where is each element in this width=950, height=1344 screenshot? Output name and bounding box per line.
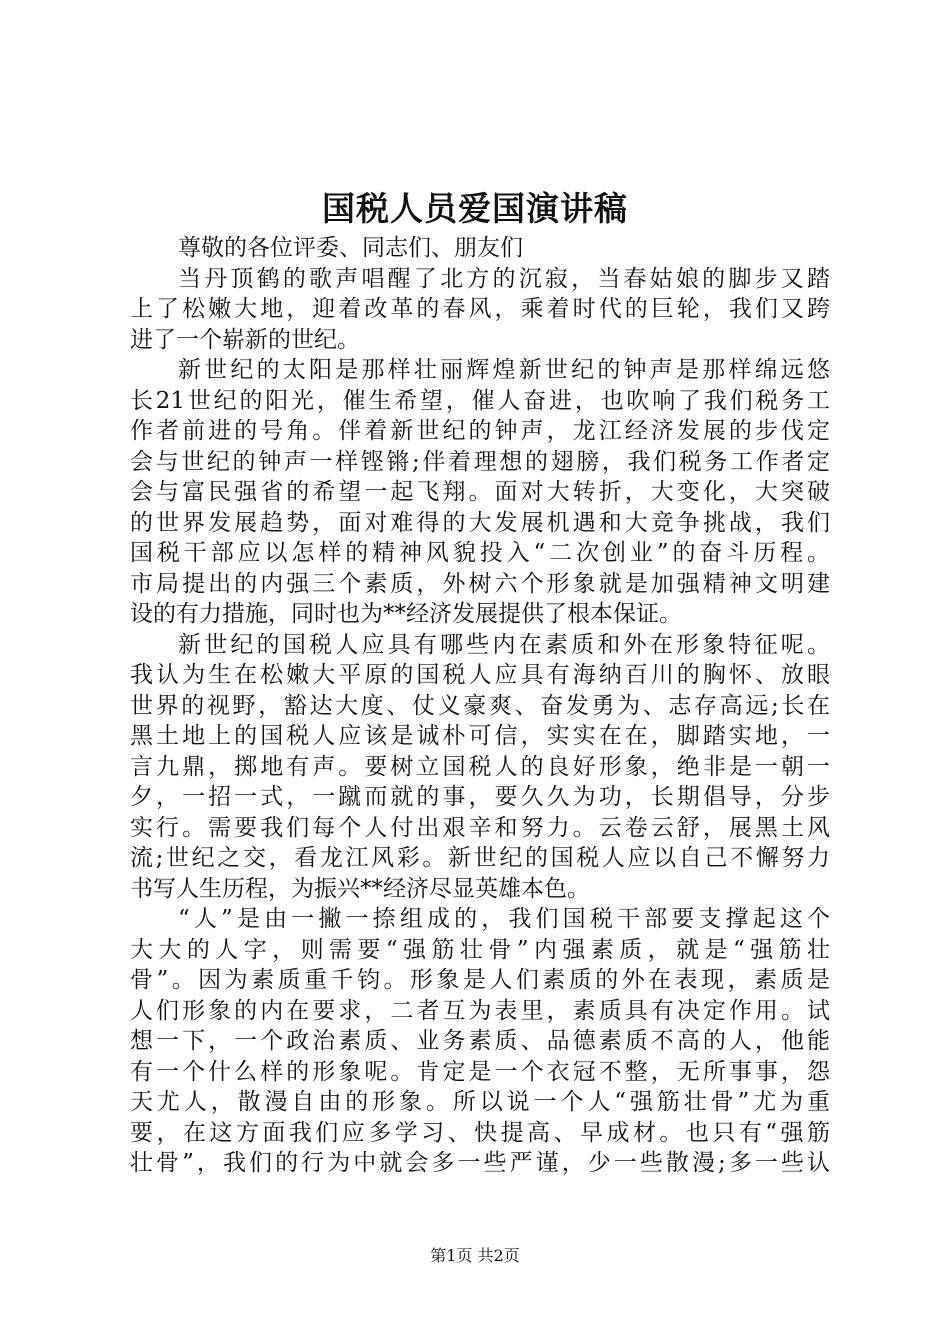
text-line: 天尤人，散漫自由的形象。所以说一个人“强筋壮骨”尤为重 — [130, 1089, 830, 1115]
text-line: 夕，一招一式，一蹴而就的事，要久久为功，长期倡导，分步 — [130, 784, 830, 810]
text-line: 壮骨”，我们的行为中就会多一些严谨，少一些散漫;多一些认 — [130, 1150, 830, 1176]
text-line: 新世纪的国税人应具有哪些内在素质和外在形象特征呢。 — [178, 631, 830, 658]
text-line: 长21世纪的阳光，催生希望，催人奋进，也吹响了我们税务工 — [130, 387, 830, 414]
text-line: 骨”。因为素质重千钧。形象是人们素质的外在表现，素质是 — [130, 967, 830, 993]
text-line: 要，在这方面我们应多学习、快提高、早成材。也只有“强筋 — [130, 1119, 830, 1146]
text-line: 国税干部应以怎样的精神风貌投入“二次创业”的奋斗历程。 — [130, 540, 830, 566]
text-line: 世界的视野，豁达大度、仗义豪爽、奋发勇为、志存高远;长在 — [130, 692, 830, 719]
text-line: 设的有力措施，同时也为**经济发展提供了根本保证。 — [130, 601, 682, 627]
text-line: 有一个什么样的形象呢。肯定是一个衣冠不整，无所事事，怨 — [130, 1058, 830, 1085]
text-line: 想一下，一个政治素质、业务素质、品德素质不高的人，他能 — [130, 1028, 830, 1054]
text-line: “人”是由一撇一捺组成的，我们国税干部要支撑起这个 — [178, 906, 830, 932]
text-line: 黑土地上的国税人应该是诚朴可信，实实在在，脚踏实地，一 — [130, 723, 830, 749]
text-line: 新世纪的太阳是那样壮丽辉煌新世纪的钟声是那样绵远悠 — [178, 357, 830, 383]
text-line: 会与富民强省的希望一起飞翔。面对大转折，大变化，大突破 — [130, 479, 830, 505]
text-line: 流;世纪之交，看龙江风彩。新世纪的国税人应以自己不懈努力 — [130, 845, 830, 871]
text-line: 进了一个崭新的世纪。 — [130, 326, 360, 353]
text-line: 的世界发展趋势，面对难得的大发展机遇和大竞争挑战，我们 — [130, 509, 830, 536]
text-line: 当丹顶鹤的歌声唱醒了北方的沉寂，当春姑娘的脚步又踏 — [178, 265, 830, 292]
salutation-line: 尊敬的各位评委、同志们、朋友们 — [178, 235, 523, 261]
text-line: 实行。需要我们每个人付出艰辛和努力。云卷云舒，展黑土风 — [130, 814, 830, 841]
text-line: 上了松嫩大地，迎着改革的春风，乘着时代的巨轮，我们又跨 — [130, 296, 830, 322]
text-line: 人们形象的内在要求，二者互为表里，素质具有决定作用。试 — [130, 997, 830, 1024]
text-line: 会与世纪的钟声一样铿锵;伴着理想的翅膀，我们税务工作者定 — [130, 448, 830, 475]
text-line: 书写人生历程，为振兴**经济尽显英雄本色。 — [130, 875, 590, 902]
text-line: 言九鼎，掷地有声。要树立国税人的良好形象，绝非是一朝一 — [130, 753, 830, 780]
text-line: 作者前进的号角。伴着新世纪的钟声，龙江经济发展的步伐定 — [130, 418, 830, 444]
text-line: 市局提出的内强三个素质，外树六个形象就是加强精神文明建 — [130, 570, 830, 597]
document-body — [130, 233, 830, 1179]
text-line: 大大的人字，则需要“强筋壮骨”内强素质，就是“强筋壮 — [130, 936, 830, 963]
page-number-footer: 第1页 共2页 — [430, 1246, 520, 1265]
document-title: 国税人员爱国演讲稿 — [322, 189, 628, 228]
text-line: 我认为生在松嫩大平原的国税人应具有海纳百川的胸怀、放眼 — [130, 662, 830, 688]
